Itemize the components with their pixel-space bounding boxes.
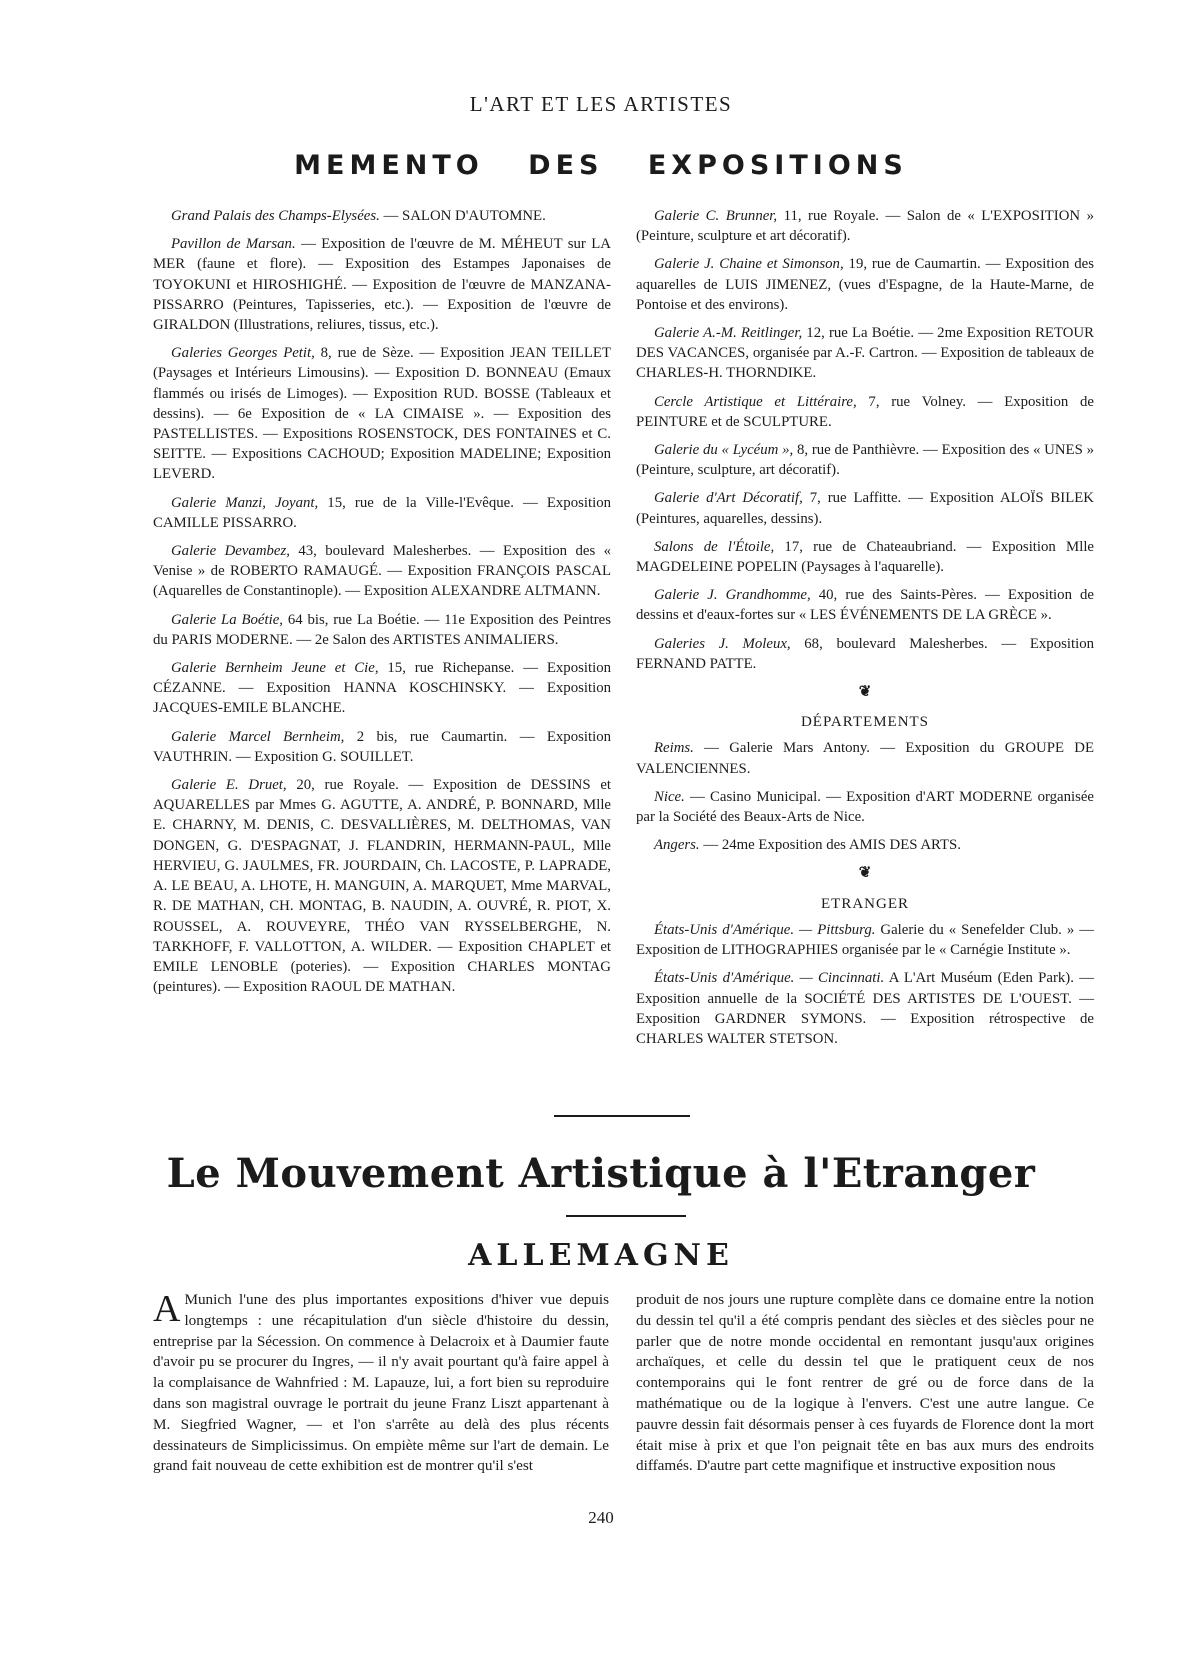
entry: Galerie Devambez, 43, boulevard Malesherbes. — Exposition des « Venise » de ROBERTO RAMAUGÉ. — Exposition FRANÇOIS PASCAL (Aquarelles de Constantinople). — Exposition ALEXANDRE ALTMANN. xyxy=(153,543,612,600)
running-head: L'ART ET LES ARTISTES xyxy=(469,92,733,116)
entry: Galerie J. Grandhomme, 40, rue des Saints-Pères. — Exposition de dessins et d'eaux-fortes sur « LES ÉVÉNEMENTS DE LA GRÈCE ». xyxy=(636,587,1094,624)
memento-title: MEMENTO DES EXPOSITIONS xyxy=(294,150,908,181)
entry: Pavillon de Marsan. — Exposition de l'œuvre de M. MÉHEUT sur LA MER (faune et flore). — Exposition des Estampes Japonaises de TOYOKUNI et HIROSHIGHÉ. — Exposition de l'œuvre de MANZANA-PISSARRO (Peintures, Tapisseries, etc.). — Exposition de l'œuvre de GIRALDON (Illustrations, reliures, tissus, etc.). xyxy=(153,236,611,334)
drop-cap: A xyxy=(153,1288,181,1330)
departements-heading: DÉPARTEMENTS xyxy=(800,714,930,731)
article-text: Munich l'une des plus importantes expositions d'hiver vue depuis longtemps : une récapitulation d'un siècle d'histoire du dessin, entreprise par la Sécession. On commence à Delacroix et à Daumier faute d'avoir pu se procurer du Ingres, — il n'y avait pourtant qu'à faire appel à la complaisance de Wahnfried : M. Lapauze, lui, a fort bien su reproduire dans son magistral ouvrage le portrait du jeune Franz Liszt appartenant à M. Siegfried Wagner, — et l'on s'arrête au delà des plus récents dessinateurs de Simplicissimus. On empiète même sur l'art de demain. Le grand fait nouveau de cette exhibition est de montrer qu'il s'est xyxy=(153,1291,609,1475)
ornament-icon: ❦ xyxy=(858,684,872,701)
entry: États-Unis d'Amérique. — Cincinnati. A L'Art Muséum (Eden Park). — Exposition annuelle de la SOCIÉTÉ DES ARTISTES DE L'OUEST. — Exposition GARDNER SYMONS. — Exposition rétrospective de CHARLES WALTER STETSON. xyxy=(636,970,1095,1047)
memento-right-column xyxy=(636,206,1094,1057)
article-title: Le Mouvement Artistique à l'Etranger xyxy=(166,1150,1036,1197)
section-heading: ALLEMAGNE xyxy=(468,1238,734,1273)
entry: Nice. — Casino Municipal. — Exposition d'ART MODERNE organisée par la Société des Beaux-Arts de Nice. xyxy=(636,788,1094,826)
entry: Reims. — Galerie Mars Antony. — Exposition du GROUPE DE VALENCIENNES. xyxy=(636,740,1094,777)
entry: Galerie du « Lycéum », 8, rue de Panthièvre. — Exposition des « UNES » (Peinture, sculpture, art décoratif). xyxy=(636,442,1094,479)
entry: Angers. — 24me Exposition des AMIS DES ARTS. xyxy=(654,837,961,854)
entry: États-Unis d'Amérique. — Pittsburg. Galerie du « Senefelder Club. » — Exposition de LITHOGRAPHIES organisée par le « Carnégie Institute ». xyxy=(636,921,1095,959)
section-divider xyxy=(554,1115,690,1117)
ornament-icon: ❦ xyxy=(858,865,872,882)
entry: Galerie Marcel Bernheim, 2 bis, rue Caumartin. — Exposition VAUTHRIN. — Exposition G. SOUILLET. xyxy=(153,728,611,765)
entry: Galerie d'Art Décoratif, 7, rue Laffitte. — Exposition ALOÏS BILEK (Peintures, aquarelles, dessins). xyxy=(636,490,1094,527)
entry: Galerie A.-M. Reitlinger, 12, rue La Boétie. — 2me Exposition RETOUR DES VACANCES, organisée par A.-F. Cartron. — Exposition de tableaux de CHARLES-H. THORNDIKE. xyxy=(636,325,1094,382)
entry: Galerie J. Chaine et Simonson, 19, rue de Caumartin. — Exposition des aquarelles de LUIS JIMENEZ, (vues d'Espagne, de la Haute-Marne, de Pontoise et des environs). xyxy=(636,256,1094,313)
entry: Salons de l'Étoile, 17, rue de Chateaubriand. — Exposition Mlle MAGDELEINE POPELIN (Paysages à l'aquarelle). xyxy=(636,538,1094,576)
entry: Grand Palais des Champs-Elysées. — SALON D'AUTOMNE. xyxy=(171,208,546,224)
entry: Galeries Georges Petit, 8, rue de Sèze. — Exposition JEAN TEILLET (Paysages et Intérieurs Limousins). — Exposition D. BONNEAU (Emaux flammés ou irisés de Limoges). — Exposition RUD. BOSSE (Tableaux et dessins). — 6e Exposition de « LA CIMAISE ». — Exposition des PASTELLISTES. — Expositions ROSENSTOCK, DES FONTAINES et C. SEITTE. — Expositions CACHOUD; Exposition MADELINE; Exposition LEVERD. xyxy=(153,345,611,483)
entry: Galerie La Boétie, 64 bis, rue La Boétie. — 11e Exposition des Peintres du PARIS MODERNE. — 2e Salon des ARTISTES ANIMALIERS. xyxy=(153,611,611,648)
entry: Cercle Artistique et Littéraire, 7, rue Volney. — Exposition de PEINTURE et de SCULPTURE. xyxy=(636,393,1095,430)
entry: Galerie Bernheim Jeune et Cie, 15, rue Richepanse. — Exposition CÉZANNE. — Exposition HANNA KOSCHINSKY. — Exposition JACQUES-EMILE BLANCHE. xyxy=(153,660,611,717)
memento-left-column xyxy=(153,206,611,1005)
page-number: 240 xyxy=(588,1508,614,1527)
entry: Galerie E. Druet, 20, rue Royale. — Exposition de DESSINS et AQUARELLES par Mmes G. AGUTTE, A. ANDRÉ, P. BONNARD, Mlle E. CHARNY, M. DENIS, C. DESVALLIÈRES, M. DELTHOMAS, VAN DONGEN, G. D'ESPAGNAT, J. FLANDRIN, HERMANN-PAUL, Mlle HERVIEU, G. JAULMES, FR. JOURDAIN, Ch. LACOSTE, P. LAPRADE, A. LE BEAU, A. LHOTE, H. MANGUIN, A. MARQUET, Mme MARVAL, R. DE MATHAN, CH. MONTAG, B. NAUDIN, A. OUVRÉ, R. PIOT, X. ROUSSEL, A. ROUVEYRE, THÉO VAN RYSSELBERGHE, N. TARKHOFF, F. VALLOTTON, A. WILDER. — Exposition CHAPLET et EMILE LENOBLE (poteries). — Exposition CHARLES MONTAG (peintures). — Exposition RAOUL DE MATHAN. xyxy=(153,777,611,996)
title-rule xyxy=(566,1215,686,1217)
entry: Galeries J. Moleux, 68, boulevard Malesherbes. — Exposition FERNAND PATTE. xyxy=(636,635,1094,672)
article-left-column xyxy=(153,1290,609,1477)
entry: Galerie C. Brunner, 11, rue Royale. — Salon de « L'EXPOSITION » (Peinture, sculpture et art décoratif). xyxy=(636,208,1094,245)
entry: Galerie Manzi, Joyant, 15, rue de la Ville-l'Evêque. — Exposition CAMILLE PISSARRO. xyxy=(153,494,611,531)
article-text: produit de nos jours une rupture complète dans ce domaine entre la notion du dessin tel qu'il a été compris pendant des siècles et des siècles pour ne parler que de notre monde occidental en remontant jusqu'aux origines archaïques, et celle du dessin tel que le pratiquent ceux de nos contemporains qui le font rentrer de gré ou de force dans de la mathématique ou de la logique à l'envers. C'est une autre langue. Ce pauvre dessin fait désormais penser à ces fuyards de Florence dont la mort était mise à prix et que l'on peignait tête en bas aux murs des endroits diffamés. D'autre part cette magnifique et instructive exposition nous xyxy=(636,1291,1094,1475)
article-right-column xyxy=(636,1290,1094,1477)
etranger-heading: ETRANGER xyxy=(821,895,909,912)
